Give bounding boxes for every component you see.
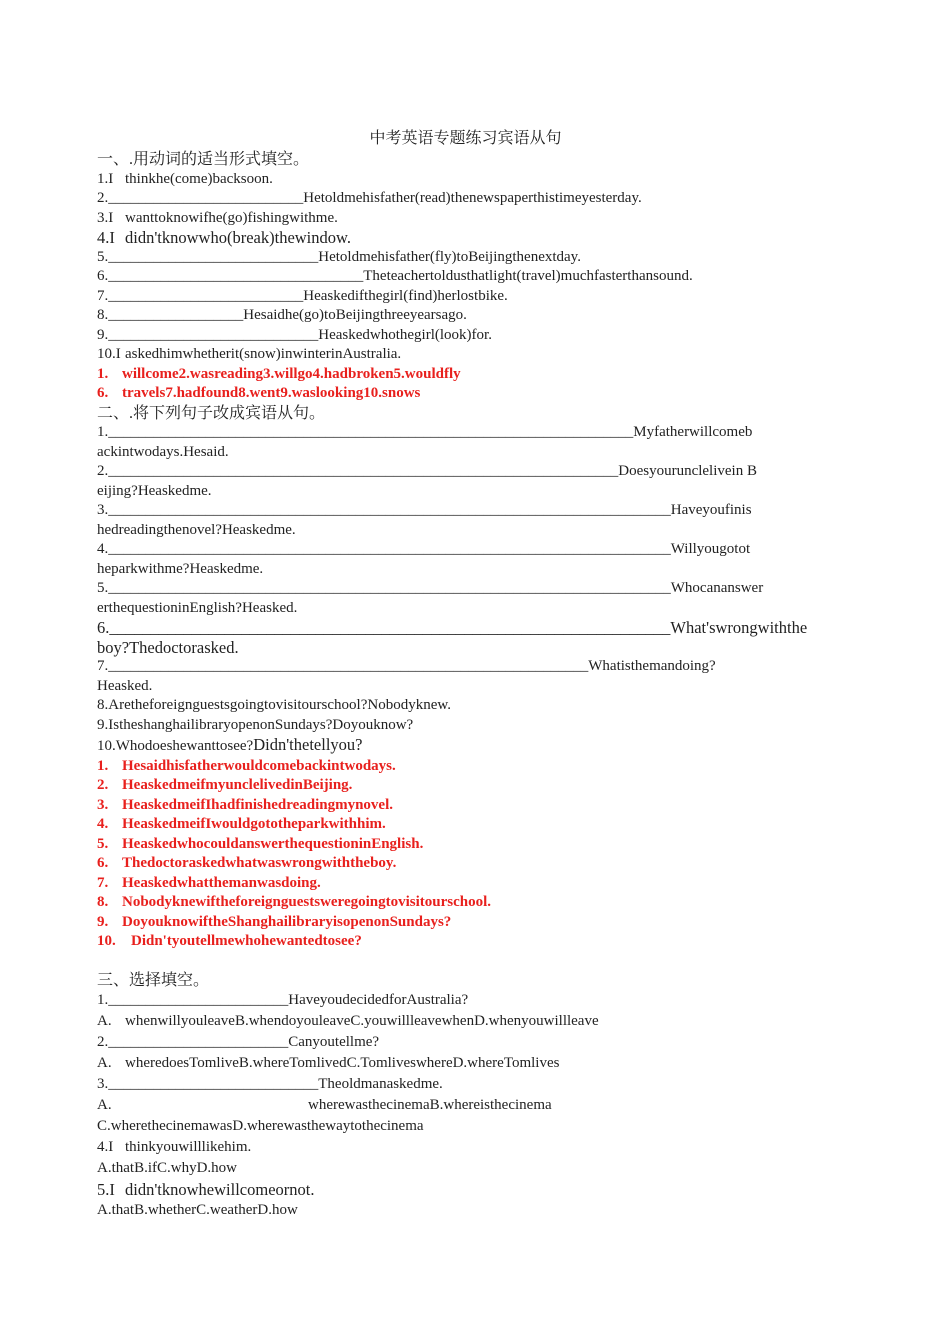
s2-answer-3: 3. HeaskedmeifIhadfinishedreadingmynovel.	[97, 796, 394, 813]
answer-blank[interactable]: __________________________	[108, 287, 304, 304]
s2-item-6-cont: boy?Thedoctorasked.	[97, 637, 239, 657]
answer-blank[interactable]: ____________________________________________________________________	[108, 463, 619, 479]
answer-blank[interactable]: ______________________________________________________________________	[108, 424, 634, 440]
s2-item-2-cont: eijing?Heaskedme.	[97, 482, 212, 499]
s1-item-2: 2.__________________________Hetoldmehisfather(read)thenewspaperthistimeyesterday.	[97, 190, 642, 206]
section-3-heading: 三、选择填空。	[97, 971, 210, 989]
s3-q1: 1.________________________HaveyoudecidedforAustralia?	[97, 992, 469, 1008]
s3-q1-options: A. whenwillyouleaveB.whendoyouleaveC.youwillleavewhenD.whenyouwillleave	[97, 1013, 599, 1029]
s2-answer-5: 5. HeaskedwhocouldanswerthequestioninEnglish.	[97, 835, 424, 852]
s3-q5-options: A.thatB.whetherC.weatherD.how	[97, 1202, 298, 1218]
s3-q5: 5.I didn'tknowhewillcomeornot.	[97, 1180, 315, 1199]
s2-item-5: 5.___________________________________________________________________________Whocananswer	[97, 580, 764, 596]
s2-item-2: 2.____________________________________________________________________Doesyourunclelivein B	[97, 463, 757, 479]
s1-item-10: 10.I askedhimwhetherit(snow)inwinterinAustralia.	[97, 346, 402, 362]
s1-item-8: 8.__________________Hesaidhe(go)toBeijingthreeyearsago.	[97, 307, 467, 323]
s2-answer-1: 1. Hesaidhisfatherwouldcomebackintwodays.	[97, 757, 396, 774]
s1-item-9: 9.____________________________Heaskedwhothegirl(look)for.	[97, 326, 492, 343]
s2-item-3-cont: hedreadingthenovel?Heaskedme.	[97, 521, 296, 538]
section-2-heading: 二、.将下列句子改成宾语从句。	[97, 404, 326, 422]
s1-item-5: 5.____________________________Hetoldmehisfather(fly)toBeijingthenextday.	[97, 248, 581, 265]
s3-q4-options: A.thatB.ifC.whyD.how	[97, 1160, 237, 1176]
answer-blank[interactable]: ________________________	[108, 1034, 289, 1050]
s2-item-10: 10.Whodoeshewanttosee?Didn'thetellyou?	[97, 735, 363, 754]
s2-item-7-cont: Heasked.	[97, 677, 153, 694]
s2-item-7: 7.________________________________________________________________Whatisthemandoing?	[97, 658, 716, 674]
worksheet-page	[97, 128, 832, 1221]
s2-item-4-cont: heparkwithme?Heaskedme.	[97, 560, 264, 577]
spacer	[97, 952, 832, 971]
answer-blank[interactable]: ____________________________	[108, 248, 319, 265]
s2-answer-6: 6. Thedoctoraskedwhatwaswrongwiththeboy.	[97, 855, 397, 871]
s3-q2-options: A. wheredoesTomliveB.whereTomlivedC.TomliveswhereD.whereTomlives	[97, 1055, 560, 1071]
answer-blank[interactable]: ________________________	[108, 992, 289, 1008]
s1-item-6: 6.__________________________________Theteachertoldusthatlight(travel)muchfasterthansound.	[97, 268, 693, 284]
s2-answer-9: 9. DoyouknowiftheShanghailibraryisopenonSundays?	[97, 913, 452, 930]
answer-blank[interactable]: ________________________________________________________________	[108, 658, 589, 674]
s1-item-7: 7.__________________________Heaskedifthegirl(find)herlostbike.	[97, 287, 508, 304]
section-1-heading: 一、.用动词的适当形式填空。	[97, 151, 310, 168]
answer-blank[interactable]: ___________________________________________________________________________	[108, 541, 671, 557]
s3-q4: 4.I thinkyouwilllikehim.	[97, 1139, 252, 1155]
page-title: 中考英语专题练习宾语从句	[369, 130, 562, 147]
answer-blank[interactable]: ____________________________	[108, 1076, 319, 1092]
s1-answer-line-2: 6. travels7.hadfound8.went9.waslooking10.snows	[97, 385, 421, 401]
s3-q3: 3.____________________________Theoldmanaskedme.	[97, 1076, 443, 1092]
s2-item-6: 6.____________________________________________________________________What'swrongwiththe	[97, 618, 808, 637]
answer-blank[interactable]: ____________________________________________________________________	[109, 618, 671, 637]
answer-blank[interactable]: ___________________________________________________________________________	[108, 502, 671, 518]
s3-q3-options: A. wherewasthecinemaB.whereisthecinema	[97, 1097, 552, 1113]
s2-answer-8: 8. Nobodyknewiftheforeignguestsweregoingtovisitourschool.	[97, 894, 492, 910]
answer-blank[interactable]: __________________________	[108, 190, 304, 206]
answer-blank[interactable]: __________________	[108, 307, 244, 323]
s2-item-3: 3.___________________________________________________________________________Haveyoufinis	[97, 502, 752, 518]
s2-item-1-cont: ackintwodays.Hesaid.	[97, 443, 229, 460]
s2-answer-7: 7. Heaskedwhatthemanwasdoing.	[97, 874, 321, 891]
s2-answer-2: 2. HeaskedmeifmyunclelivedinBeijing.	[97, 777, 353, 793]
s1-item-3: 3.I wanttoknowifhe(go)fishingwithme.	[97, 209, 338, 226]
s2-answer-10: 10. Didn'tyoutellmewhohewantedtosee?	[97, 933, 362, 949]
s2-item-9: 9.IstheshanghailibraryopenonSundays?Doyouknow?	[97, 716, 414, 733]
answer-blank[interactable]: __________________________________	[108, 268, 364, 284]
s2-item-8: 8.Aretheforeignguestsgoingtovisitourschool?Nobodyknew.	[97, 697, 451, 713]
s3-q3-options-2: C.wherethecinemawasD.wherewasthewaytothecinema	[97, 1118, 424, 1134]
s2-item-4: 4.___________________________________________________________________________Willyougotot	[97, 541, 751, 557]
s1-item-1: 1.I thinkhe(come)backsoon.	[97, 170, 273, 187]
s3-q2: 2.________________________Canyoutellme?	[97, 1034, 380, 1050]
s1-answer-line-1: 1. willcome2.wasreading3.willgo4.hadbroken5.wouldfly	[97, 365, 461, 382]
s2-item-1: 1.______________________________________________________________________Myfatherwillcomeb	[97, 424, 753, 440]
s2-item-5-cont: erthequestioninEnglish?Heasked.	[97, 599, 298, 616]
s1-item-4: 4.I didn'tknowwho(break)thewindow.	[97, 228, 351, 247]
answer-blank[interactable]: ___________________________________________________________________________	[108, 580, 671, 596]
answer-blank[interactable]: ____________________________	[108, 326, 319, 343]
s2-answer-4: 4. HeaskedmeifIwouldgototheparkwithhim.	[97, 816, 386, 832]
